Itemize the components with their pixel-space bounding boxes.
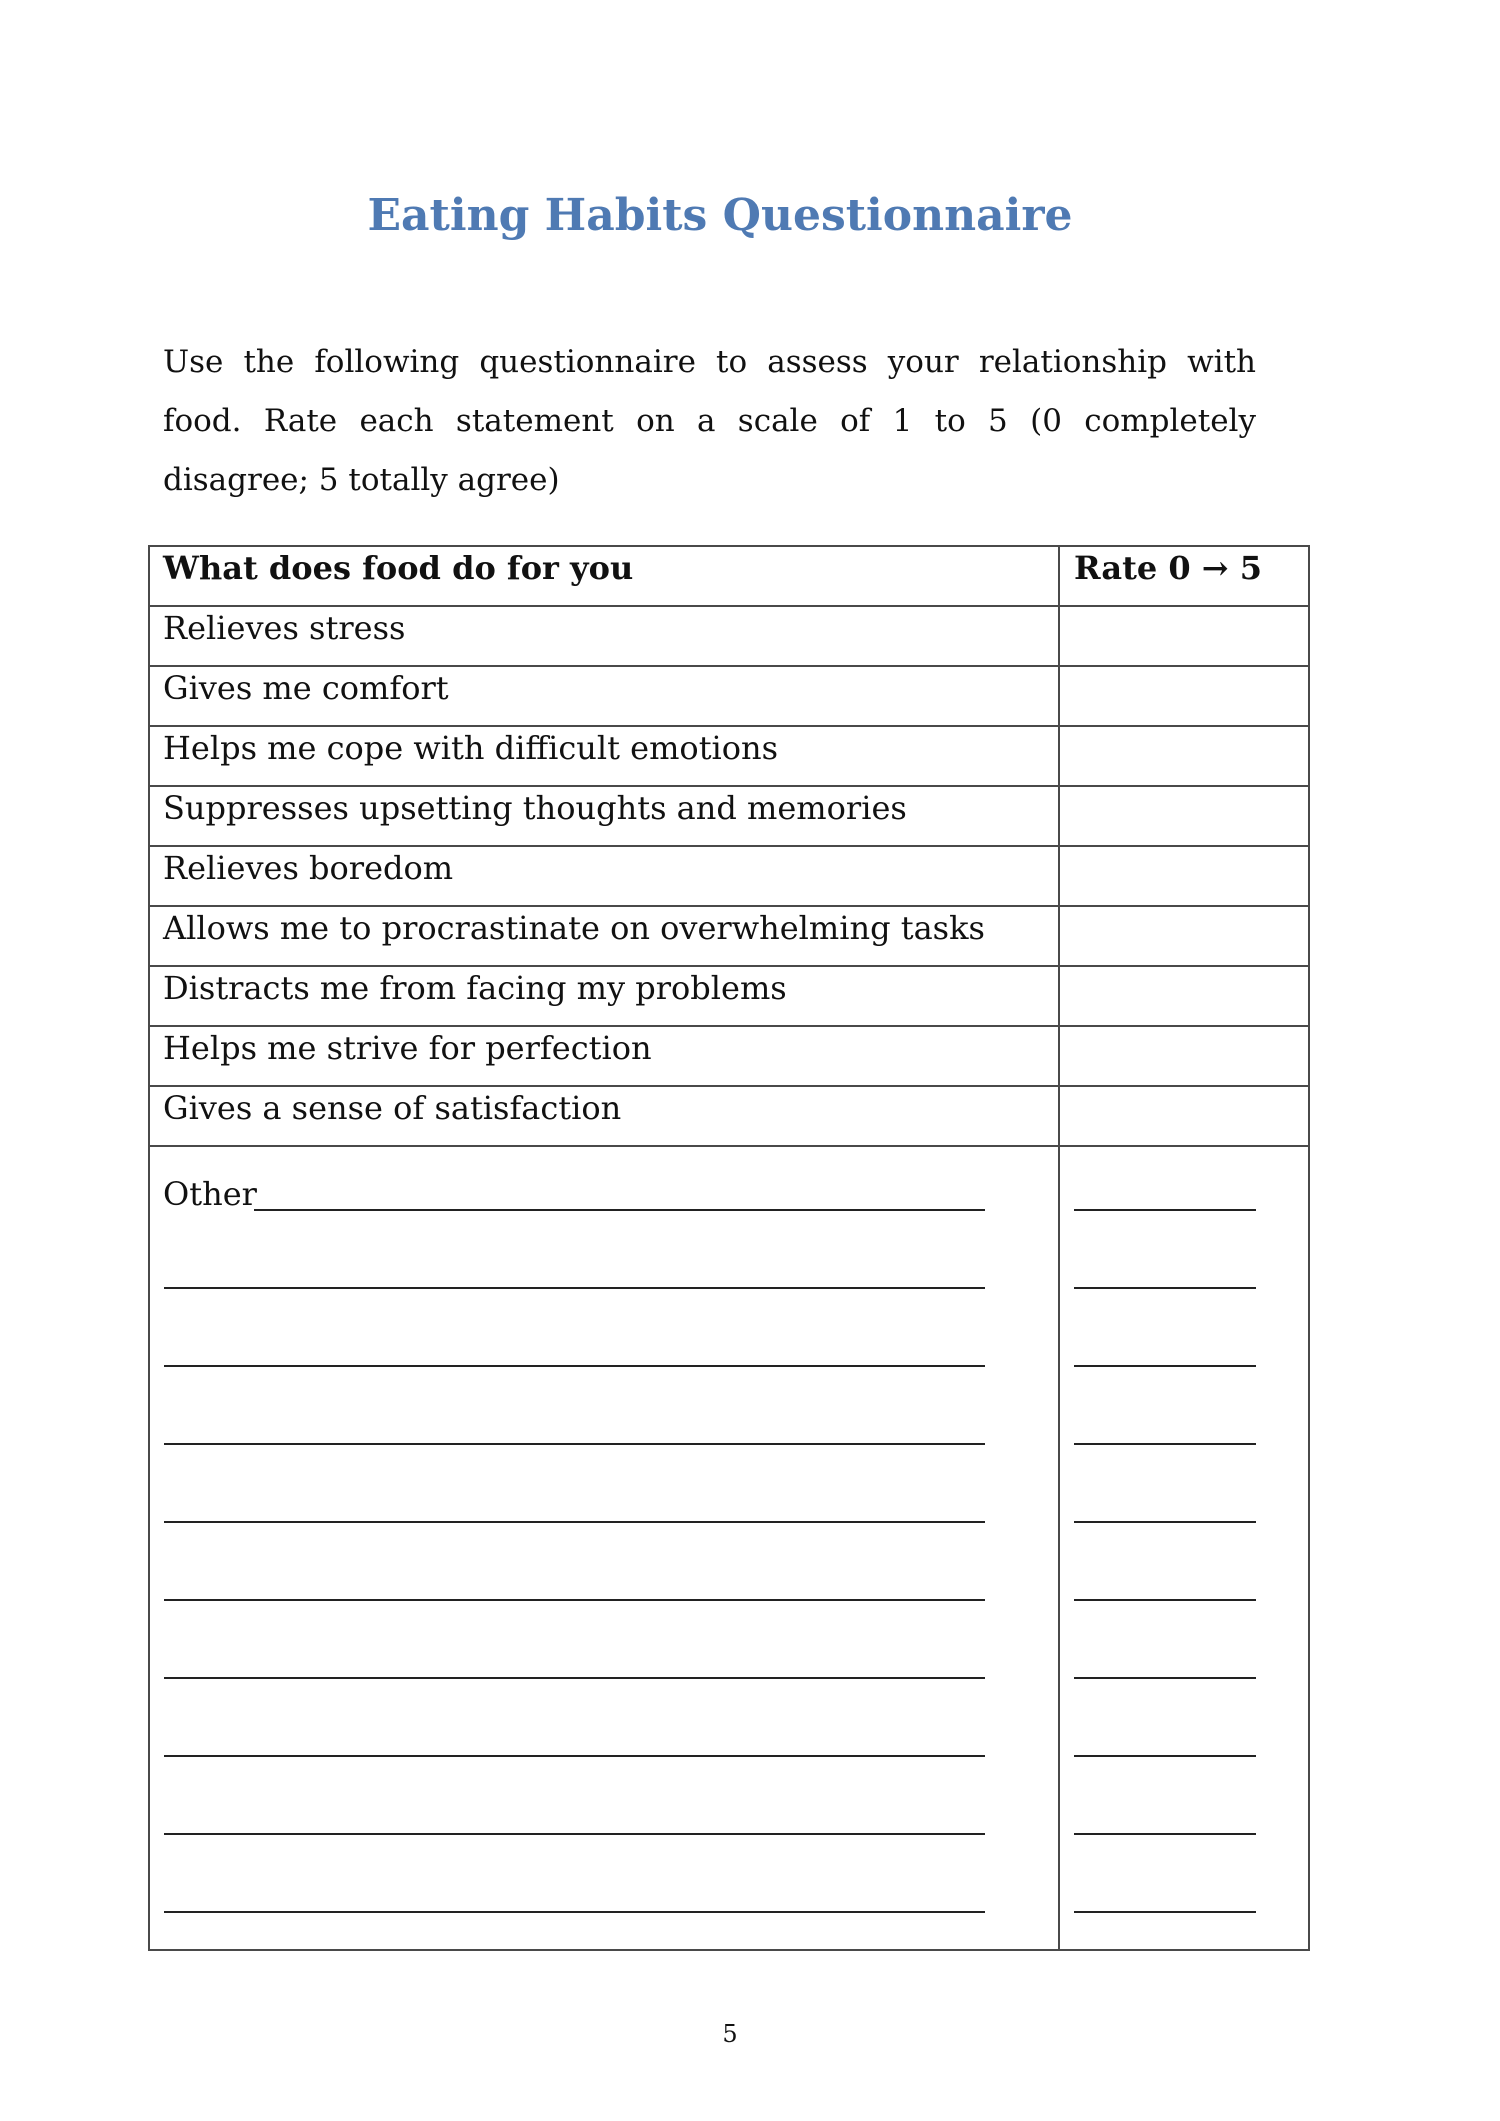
table-row bbox=[150, 847, 1308, 907]
statement-text: Suppresses upsetting thoughts and memories bbox=[163, 789, 907, 827]
other-rating-line[interactable] bbox=[1074, 1755, 1256, 1757]
statement-text: Helps me cope with difficult emotions bbox=[163, 729, 779, 767]
statement-text: Relieves boredom bbox=[163, 849, 454, 887]
table-row bbox=[150, 607, 1308, 667]
other-rating-line[interactable] bbox=[1074, 1677, 1256, 1679]
other-answer-line[interactable] bbox=[164, 1599, 985, 1601]
other-rating-line[interactable] bbox=[1074, 1209, 1256, 1211]
table-header-row bbox=[150, 547, 1308, 607]
other-answer-line[interactable] bbox=[164, 1365, 985, 1367]
intro-paragraph: Use the following questionnaire to assess your relationship with food. Rate each statement on a scale of 1 to 5 (0 completely disagree; 5 totally agree) bbox=[163, 344, 1256, 498]
other-answer-line[interactable] bbox=[164, 1287, 985, 1289]
statement-text: Gives me comfort bbox=[163, 669, 449, 707]
other-rating-line[interactable] bbox=[1074, 1911, 1256, 1913]
other-answer-line[interactable] bbox=[164, 1755, 985, 1757]
rate-column-header: Rate 0 → 5 bbox=[1074, 549, 1262, 587]
other-answer-line[interactable] bbox=[164, 1443, 985, 1445]
page-title: Eating Habits Questionnaire bbox=[367, 190, 1073, 241]
other-label: Other bbox=[163, 1175, 257, 1213]
other-rating-line[interactable] bbox=[1074, 1521, 1256, 1523]
page-number: 5 bbox=[722, 2020, 738, 2048]
questionnaire-table bbox=[148, 545, 1310, 1951]
table-row bbox=[150, 727, 1308, 787]
other-answer-line[interactable] bbox=[254, 1209, 985, 1211]
table-row bbox=[150, 1027, 1308, 1087]
statement-column-header: What does food do for you bbox=[163, 549, 634, 587]
table-row bbox=[150, 1087, 1308, 1147]
other-rating-line[interactable] bbox=[1074, 1443, 1256, 1445]
other-answer-line[interactable] bbox=[164, 1911, 985, 1913]
other-section bbox=[150, 1147, 1308, 1949]
table-row bbox=[150, 667, 1308, 727]
table-row bbox=[150, 967, 1308, 1027]
statement-text: Helps me strive for perfection bbox=[163, 1029, 652, 1067]
table-row bbox=[150, 787, 1308, 847]
statement-text: Relieves stress bbox=[163, 609, 406, 647]
table-row bbox=[150, 907, 1308, 967]
other-rating-line[interactable] bbox=[1074, 1833, 1256, 1835]
other-answer-line[interactable] bbox=[164, 1521, 985, 1523]
other-rating-line[interactable] bbox=[1074, 1599, 1256, 1601]
statement-text: Allows me to procrastinate on overwhelming tasks bbox=[163, 909, 985, 947]
other-rating-line[interactable] bbox=[1074, 1287, 1256, 1289]
other-answer-line[interactable] bbox=[164, 1833, 985, 1835]
statement-text: Gives a sense of satisfaction bbox=[163, 1089, 622, 1127]
statement-text: Distracts me from facing my problems bbox=[163, 969, 787, 1007]
other-answer-line[interactable] bbox=[164, 1677, 985, 1679]
other-rating-line[interactable] bbox=[1074, 1365, 1256, 1367]
